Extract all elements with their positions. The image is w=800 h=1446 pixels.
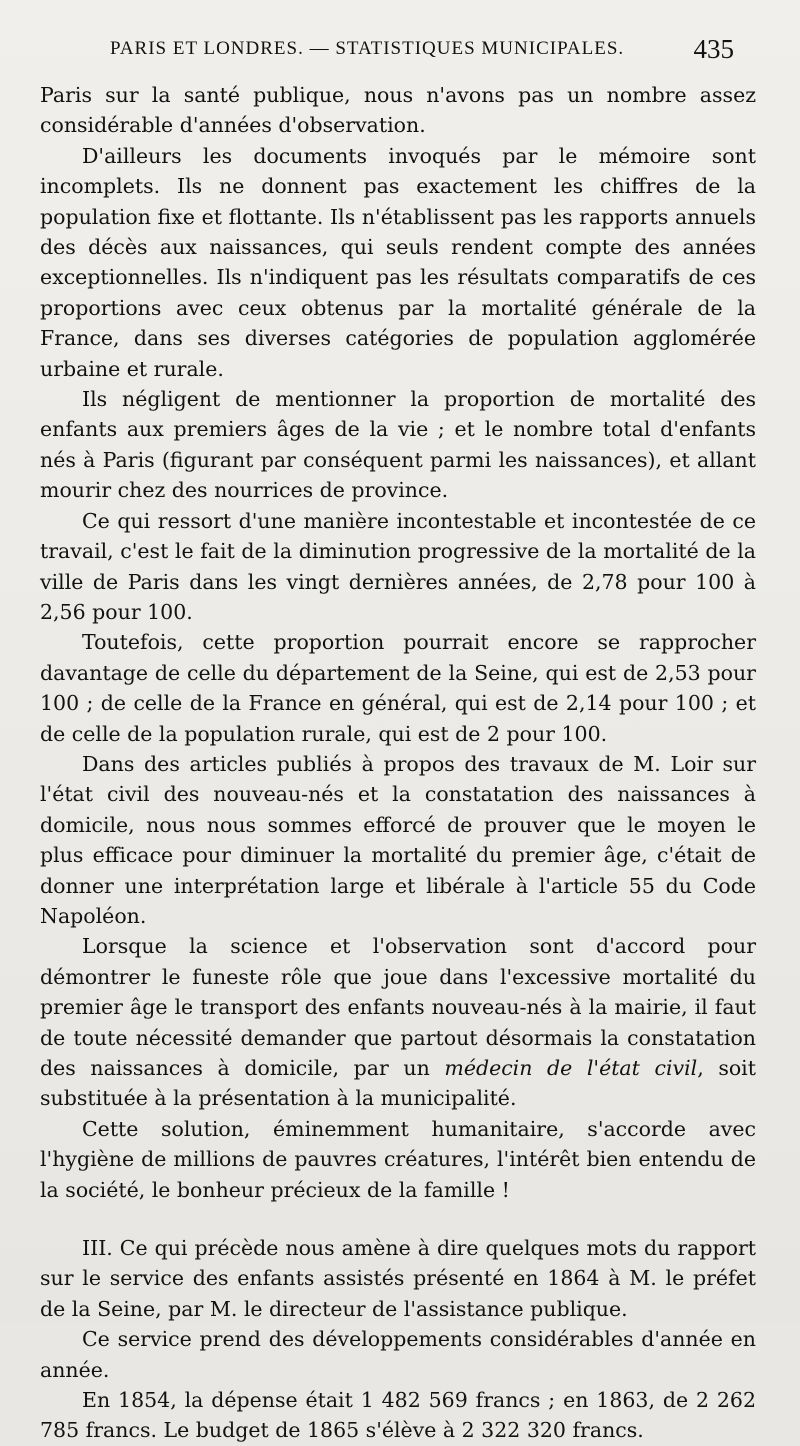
paragraph: En 1854, la dépense était 1 482 569 francs ; en 1863, de 2 262 785 francs. Le budget de 1865 s'élève à 2 322 320 francs.	[40, 1388, 756, 1443]
page-header	[110, 34, 740, 66]
paragraph: Dans des articles publiés à propos des travaux de M. Loir sur l'état civil des nouveau-nés et la constatation des naissances à domicile, nous nous sommes efforcé de prouver que le moyen le plus efficace pour diminuer la mortalité du premier âge, c'était de donner une interprétation large et libérale à l'article 55 du Code Napoléon.	[40, 751, 756, 928]
paragraph: Toutefois, cette proportion pourrait encore se rapprocher davantage de celle du département de la Seine, qui est de 2,53 pour 100 ; de celle de la France en général, qui est de 2,14 pour 100 ; et de celle de la population rurale, qui est de 2 pour 100.	[40, 630, 756, 746]
paragraph-text: , soit substituée à la présentation à la municipalité.	[40, 1056, 756, 1111]
paragraph: D'ailleurs les documents invoqués par le mémoire sont incomplets. Ils ne donnent pas exactement les chiffres de la population fixe et flottante. Ils n'établissent pas les rapports annuels des décès aux naissances, qui seuls rendent compte des années exceptionnelles. Ils n'indiquent pas les résultats comparatifs de ces proportions avec ceux obtenus par la mortalité générale de la France, dans ses diverses catégories de population agglomérée urbaine et rurale.	[40, 143, 756, 381]
page-number: 435	[693, 34, 734, 64]
paragraph: Ce qui ressort d'une manière incontestable et incontestée de ce travail, c'est le fait de la diminution progressive de la mortalité de la ville de Paris dans les vingt dernières années, de 2,78 pour 100 à 2,56 pour 100.	[40, 508, 756, 624]
paragraph: Cette solution, éminemment humanitaire, s'accorde avec l'hygiène de millions de pauvres créatures, l'intérêt bien entendu de la société, le bonheur précieux de la famille !	[40, 1116, 756, 1202]
paragraph: Ce service prend des développements considérables d'année en année.	[40, 1327, 756, 1382]
paragraph-text: Lorsque la science et l'observation sont d'accord pour démontrer le funeste rôle que joue dans l'excessive mortalité du premier âge le transport des enfants nouveau-nés à la mairie, il faut de toute nécessité demander que partout désormais la constatation des naissances à domicile, par un	[40, 934, 756, 1080]
italic-term: médecin de l'état civil	[444, 1056, 698, 1080]
paragraph: Ils négligent de mentionner la proportion de mortalité des enfants aux premiers âges de la vie ; et le nombre total d'enfants nés à Paris (figurant par conséquent parmi les naissances), et allant mourir chez des nourrices de province.	[40, 387, 756, 503]
section-paragraph: III. Ce qui précède nous amène à dire quelques mots du rapport sur le service des enfants assistés présenté en 1864 à M. le préfet de la Seine, par M. le directeur de l'assistance publique.	[40, 1236, 756, 1321]
paragraph: Paris sur la santé publique, nous n'avons pas un nombre assez considérable d'années d'observation.	[40, 83, 756, 138]
running-title: PARIS ET LONDRES. — STATISTIQUES MUNICIPALES.	[110, 38, 625, 59]
body-text	[40, 80, 756, 1446]
paragraph	[40, 931, 756, 1113]
